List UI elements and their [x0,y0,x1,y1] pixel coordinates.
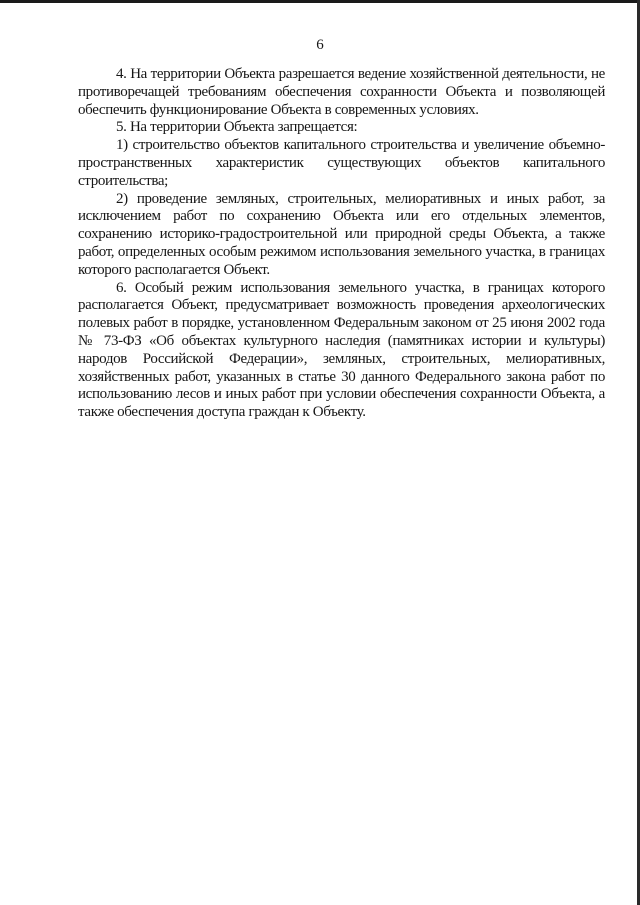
document-body [78,66,605,422]
scan-border-top [0,0,640,3]
paragraph-item-6: 6. Особый режим использования земельного участка, в границах которого располагается Объект, предусматривает возможность проведения археологических полевых работ в порядке, установленном Федеральным законом от 25 июня 2002 года № 73-ФЗ «Об объектах культурного наследия (памятниках истории и культуры) народов Российской Федерации», земляных, строительных, мелиоративных, хозяйственных работ, указанных в статье 30 данного Федерального закона работ по использованию лесов и иных работ при условии обеспечения сохранности Объекта, а также обеспечения доступа граждан к Объекту. [78,279,605,421]
paragraph-item-4: 4. На территории Объекта разрешается ведение хозяйственной деятельности, не противоречащей требованиям обеспечения сохранности Объекта и позволяющей обеспечить функционирование Объекта в современных условиях. [78,66,605,118]
paragraph-item-5: 5. На территории Объекта запрещается: [116,119,358,136]
paragraph-subitem-2: 2) проведение земляных, строительных, мелиоративных и иных работ, за исключением работ по сохранению Объекта или его отдельных элементов, сохранению историко-градостроительной или природной среды Объекта, а также работ, определенных особым режимом использования земельного участка, в границах которого располагается Объект. [78,190,605,278]
page-number: 6 [316,37,324,53]
paragraph-subitem-1: 1) строительство объектов капитального строительства и увеличение объемно-пространственных характеристик существующих объектов капитального строительства; [78,137,605,189]
